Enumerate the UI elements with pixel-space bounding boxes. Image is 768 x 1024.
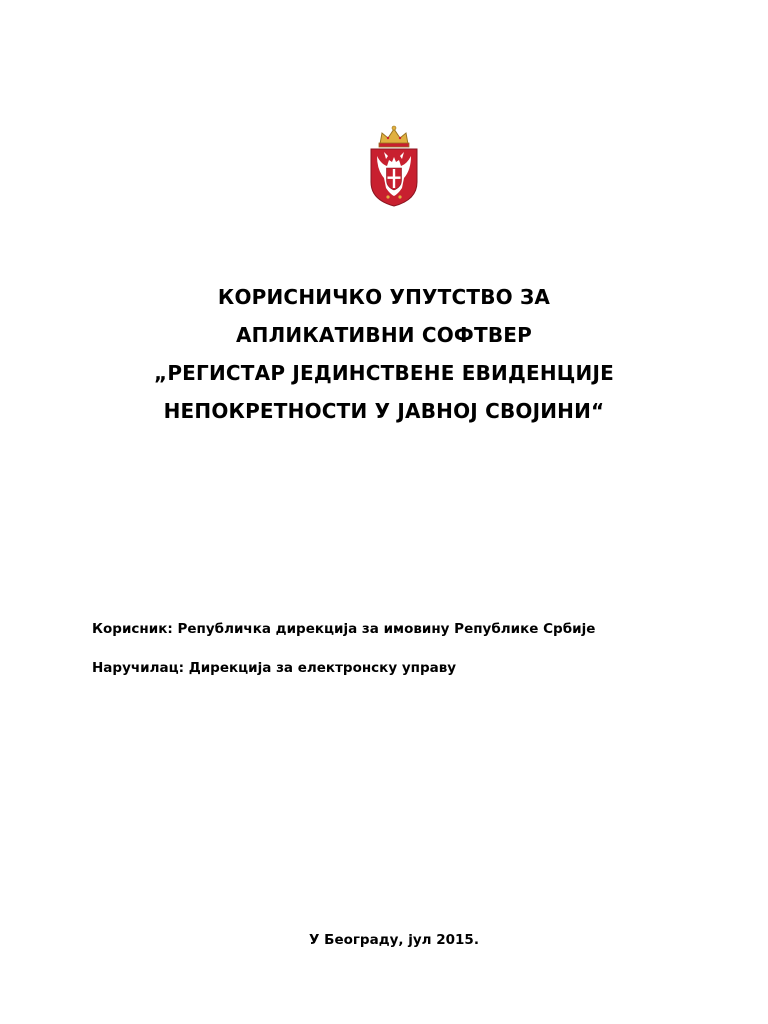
document-title [0,278,768,430]
title-line-1: КОРИСНИЧКО УПУТСТВО ЗА [217,285,551,309]
title-line-2: АПЛИКАТИВНИ СОФТВЕР [236,323,532,347]
place-date: У Београду, јул 2015. [309,932,479,948]
inner-shield-icon [387,168,402,190]
title-line-4: НЕПОКРЕТНОСТИ У ЈАВНОЈ СВОЈИНИ“ [163,399,605,423]
client-line: Наручилац: Дирекција за електронску управу [92,660,457,676]
serbian-coat-of-arms-icon [367,124,421,208]
title-line-3: „РЕГИСТАР ЈЕДИНСТВЕНЕ ЕВИДЕНЦИЈЕ [153,361,614,385]
crown-icon [379,126,409,147]
user-line: Корисник: Републичка дирекција за имовину Републике Србије [92,621,596,637]
